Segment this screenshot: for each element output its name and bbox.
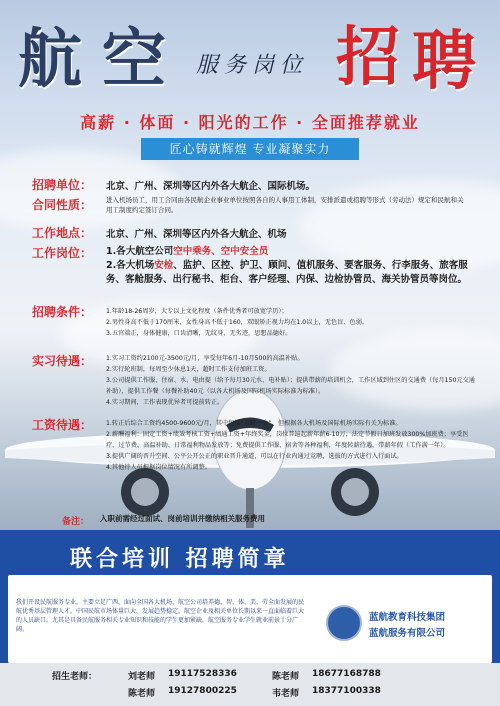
positions-line-1: 1.各大航空公司空中乘务、空中安全员	[106, 246, 269, 257]
employer-value: 北京、广州、深圳等区内外各大航企、国际机场。	[106, 181, 316, 192]
employer-label: 招聘单位：	[32, 178, 93, 192]
footer-intro: 我们开设民航服务专业，主要立足广西，面向全国各大机场、航空公司培养德、智、体、美、劳全面发展的民航优秀基层管理人才。中国民航市场体量巨大，发展趋势稳定，航空企业及相关单位长期以来一直面临着巨大的人员缺口，尤其是具备民航服务相关专业知识和技能的学生更加紧缺，航空服务专业学生就业前景十分广阔。	[16, 599, 305, 633]
tagline: 高薪 · 体面 · 阳光的工作 · 全面推荐就业	[80, 113, 420, 132]
contract-value: 进入机场员工，用工合同由各民航企业事业单位按照各自的人事用工体制，安排派遣或招聘等形式（劳动法）规定和民航和关用工制度约定签订合同。	[106, 196, 464, 214]
location-value: 北京、广州、深圳等区内外各大航企、机场	[106, 229, 287, 240]
location-label: 工作地点：	[32, 226, 93, 240]
positions-list	[106, 245, 476, 287]
contact-name-4: 韦老师	[272, 689, 300, 699]
contact-phone-3: 19127800225	[168, 686, 237, 696]
contact-label: 招生老师：	[52, 672, 98, 682]
requirements-text: 1.年龄18-26周岁，大专以上文化程度（条件优秀者可放宽学历）； 2.男性身高不低于170厘米，女性身高不低于160，双眼矫正视力均在1.0以上，无色盲、色弱。 3.五官端正，身体健康，口齿清晰，无纹身，无劣迹，思想品德好。	[106, 308, 369, 337]
positions-line-2: 2.各大机场安检、监护、区控、护卫、顾问、值机服务、要客服务、行李服务、旅客服务、客舱服务、出行秘书、柜台、客户经理、内保、边检协管员、海关协管员等岗位。	[106, 260, 468, 285]
contact-name-3: 陈老师	[128, 689, 156, 699]
slogan-box: 匠心铸就辉煌 专业凝聚实力	[141, 138, 359, 160]
title-char-hang: 航	[18, 22, 86, 97]
contact-name-1: 刘老师	[128, 672, 156, 682]
org-logo-icon	[326, 605, 362, 641]
requirements-label: 招聘条件：	[32, 305, 93, 319]
title-subtitle: 服务岗位	[196, 53, 309, 78]
note-value: 入职前需经过面试、岗前培训并缴纳相关服务费用	[100, 514, 265, 523]
title-char-zhao: 招	[336, 20, 400, 95]
salary-label: 工资待遇：	[32, 418, 93, 432]
contact-name-2: 陈老师	[272, 672, 300, 682]
contact-phone-4: 18377100338	[312, 686, 381, 696]
org-name-1: 蓝航教育科技集团	[369, 612, 446, 623]
positions-label: 工作岗位：	[32, 246, 93, 260]
contract-label: 合同性质：	[32, 198, 93, 212]
title-char-kong: 空	[102, 22, 166, 97]
footer-banner: 联合培训 招聘简章	[70, 547, 290, 572]
contact-phone-2: 18677168788	[312, 669, 381, 679]
title-char-pin: 聘	[412, 24, 476, 99]
salary-text: 1.转正后综合工资约4500-9600元/月，其中包括“五险一金”，但根据各大机场及国际机场实际有关为标准。 2.薪酬福利：固定工资+绩效考核工资+绩通工资+年终奖金，岗位普遍起薪年薪6-10万，法定节假日加班发放300%加班费；享受医疗、过节费、高温补助、日常福利物品发放等；免费提供工作服、宿舍等各种福利，年度转薪待遇，带薪年假（工作满一年）。 3.提供广阔的晋升空间、公平公开公正的职业晋升通道，可以在行业内通过竞聘、选拔的方式进行入行面试。 4.其他待人员根据岗位情况有所调整。	[106, 420, 469, 471]
org-name-2: 蓝航服务有限公司	[369, 628, 446, 639]
contact-phone-1: 19117528336	[168, 669, 237, 679]
internship-text: 1.实习工资约2100元-3500元/月，享受每年6月-10月500的高温补贴。 2.实行轮班制，每周至少休息1天，超时工作支付加班工资。 3.公司提供工作服、住宿、水、电由提（给予每月30元水、电补贴）；提供带薪的培训机会，工作区域到住区的交通费（每月150元交通补助），提供工作餐（每餐补助40元（以各大机场及国际机场实际标准为标准）。 4.实习期间，工作表现优异者可提前转正。	[106, 355, 475, 406]
note-label: 备注：	[62, 517, 90, 527]
internship-label: 实习待遇：	[32, 354, 93, 368]
